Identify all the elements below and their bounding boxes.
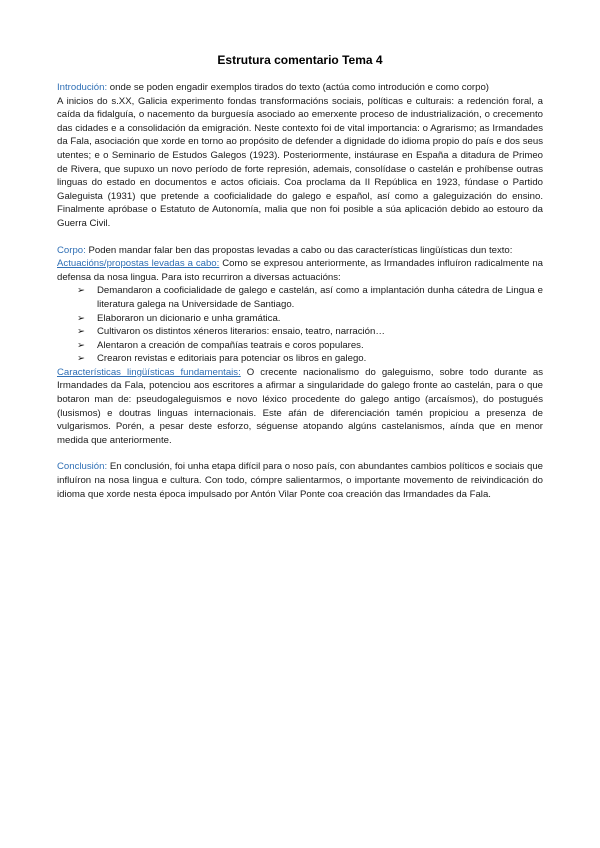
intro-label: Introdución: (57, 82, 108, 93)
intro-paragraph: A inicios do s.XX, Galicia experimento fondas transformacións sociais, políticas e culturais: a redención foral, a caída da fidalguía, o nacemento da burguesía asociado ao emerxente proceso de industrialización, o crecemento das cidades e a consolidación da emigración. Neste contexto foi de vital importancia: o Agrarismo; as Irmandades da Fala, asociación que xorde en torno ao propósito de defender a dignidade do idioma propio do país e dos seus utentes; e o Seminario de Estudos Galegos (1923). Posteriormente, instáurase en España a ditadura de Primeo de Rivera, que supuxo un novo período de forte represión, ademais, consolídase o castelán e prohíbense outras linguas do estado en documentos e actos oficiais. Coa proclama da II República en 1923, fúndase o Partido Galeguista (1931) que pretende a cooficialidade do galego e español, así como a galeguización do ensino. Finalmente apróbase o Estatuto de Autonomía, malia que non foi posible a súa aplicación debido ao estouro da Guerra Civil. (57, 95, 543, 229)
spacer (57, 231, 543, 244)
list-item (57, 339, 543, 353)
arrow-bullet-icon: ➢ (77, 339, 86, 351)
intro-heading-line (57, 81, 543, 95)
list-item (57, 325, 543, 339)
list-item-text: Crearon revistas e editoriais para potenciar os libros en galego. (97, 353, 367, 365)
actuacions-paragraph (57, 257, 543, 284)
intro-subtitle: onde se poden engadir exemplos tirados do texto (actúa como introdución e como corpo) (107, 82, 489, 93)
document-page (57, 52, 543, 501)
list-item-text: Alentaron a creación de compañías teatrais e coros populares. (97, 339, 364, 351)
document-title: Estrutura comentario Tema 4 (217, 53, 383, 67)
conclusion-label: Conclusión: (57, 461, 108, 473)
corpo-heading-line (57, 244, 543, 258)
conclusion-paragraph (57, 460, 543, 501)
arrow-bullet-icon: ➢ (77, 312, 86, 324)
spacer (57, 447, 543, 460)
list-item-text: Demandaron a cooficialidade de galego e castelán, así como a implantación dunha cátedra de Lingua e literatura galega na Universidade de Santiago. (97, 285, 543, 310)
caracteristicas-label: Características lingüísticas fundamentais: (57, 366, 241, 378)
list-item-text: Cultivaron os distintos xéneros literarios: ensaio, teatro, narración… (97, 326, 385, 338)
arrow-bullet-icon: ➢ (77, 353, 86, 365)
list-item (57, 284, 543, 311)
caracteristicas-text: O crecente nacionalismo do galeguismo, sobre todo durante as Irmandades da Fala, potenciou aos escritores a afirmar a singularidade do galego fronte ao castelán, para o que botaron man de: pseudogaleguismos e novo léxico procedente do galego antigo (arcaísmos), do postugués (lusismos) e doutras linguas internacionais. Este afán de diferenciación tamén propiciou a presenza de vulgarismos. Porén, a pesar deste esforzo, séguense atopando algúns castelanismos, aínda que en menor medida que anteriormente. (57, 366, 544, 446)
list-item-text: Elaboraron un dicionario e unha gramática. (97, 312, 281, 324)
actuacions-text: Como se expresou anteriormente, as Irmandades influíron radicalmente na defensa da nosa lingua. Para isto recurriron a diversas actuacións: (57, 258, 543, 283)
list-item (57, 352, 543, 366)
actuacions-label: Actuacións/propostas levadas a cabo: (57, 258, 220, 270)
arrow-bullet-icon: ➢ (77, 326, 86, 338)
caracteristicas-paragraph (57, 366, 543, 448)
corpo-subtitle: Poden mandar falar ben das propostas levadas a cabo ou das características lingüísticas dun texto: (85, 244, 513, 256)
list-item (57, 312, 543, 326)
conclusion-text: En conclusión, foi unha etapa difícil para o noso país, con abundantes cambios políticos e sociais que influíron na nosa lingua e cultura. Con todo, cómpre salientarmos, o importante movemento de reivindicación do idioma que xorde nesta época impulsado por Antón Vilar Ponte coa creación das Irmandades da Fala. (57, 461, 543, 500)
actuacions-list (57, 284, 543, 366)
arrow-bullet-icon: ➢ (77, 285, 86, 297)
corpo-label: Corpo: (57, 244, 86, 256)
